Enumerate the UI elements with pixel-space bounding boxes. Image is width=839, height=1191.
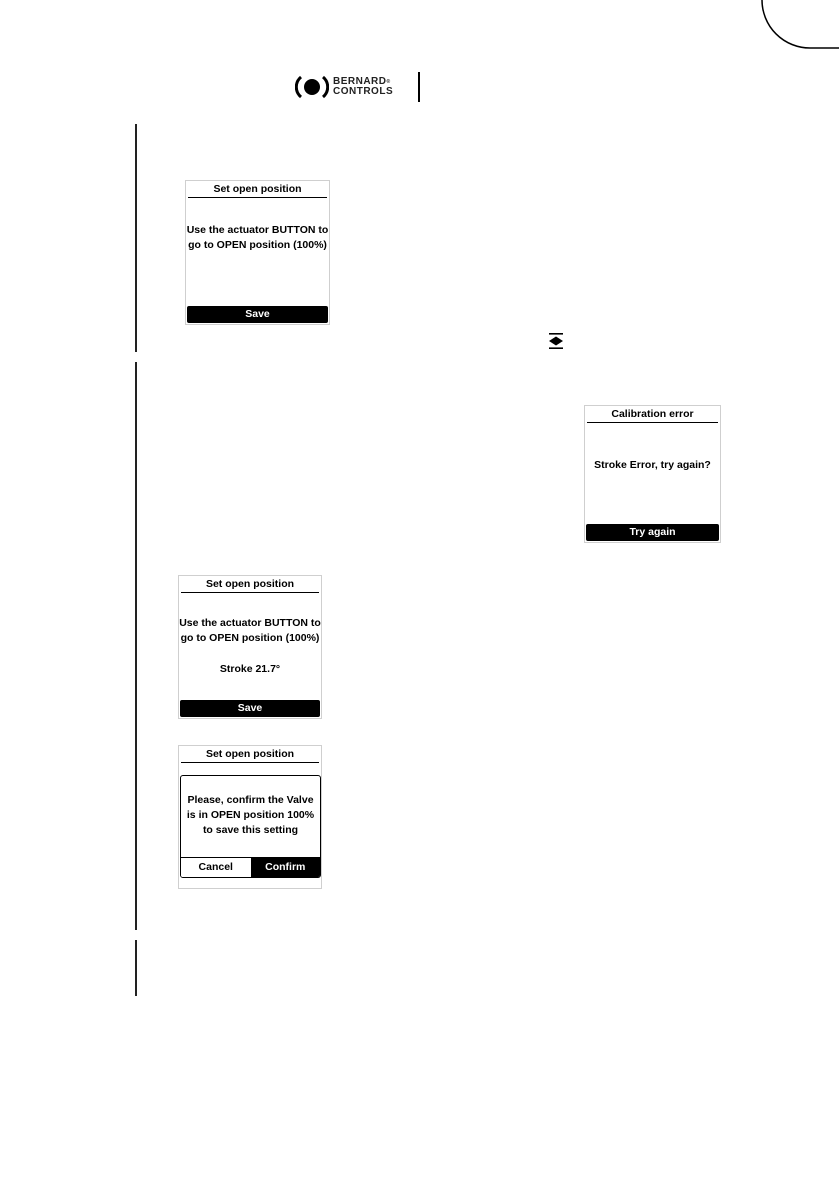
- stroke-readout: Stroke 21.7°: [219, 663, 281, 675]
- screen-message: Use the actuator BUTTON to go to OPEN position (100%): [186, 224, 329, 251]
- screen-calibration-error: [584, 405, 721, 543]
- screen-message: Use the actuator BUTTON to go to OPEN position (100%): [179, 617, 321, 644]
- cancel-button[interactable]: Cancel: [181, 858, 251, 877]
- try-again-button[interactable]: Try again: [586, 524, 719, 541]
- screen-title: Set open position: [181, 576, 319, 593]
- dialog-message: Please, confirm the Valve is in OPEN position 100% to save this setting: [186, 794, 315, 836]
- bernard-controls-logo-icon: [295, 74, 329, 100]
- screen-set-open-position-stroke: [178, 575, 322, 719]
- brand-line-2: CONTROLS: [333, 86, 394, 97]
- margin-line-3: [135, 940, 137, 996]
- save-button[interactable]: Save: [187, 306, 328, 323]
- save-button[interactable]: Save: [180, 700, 320, 717]
- header-divider: [418, 72, 420, 102]
- confirm-button[interactable]: Confirm: [251, 858, 321, 877]
- screen-set-open-position: [185, 180, 330, 325]
- brand-name: [333, 77, 393, 97]
- confirm-dialog: [180, 775, 321, 878]
- brand-logo: [295, 72, 425, 104]
- brand-line-1: BERNARD: [333, 76, 387, 87]
- screen-message: Stroke Error, try again?: [594, 459, 711, 471]
- margin-line-1: [135, 124, 137, 352]
- screen-set-open-position-confirm: [178, 745, 322, 889]
- page-corner-arc: [0, 0, 839, 60]
- margin-line-2: [135, 362, 137, 930]
- dialog-buttons: [181, 857, 320, 877]
- brand-registered-mark: ®: [386, 79, 391, 85]
- up-down-navigation-icon: [548, 333, 564, 349]
- screen-title: Set open position: [181, 746, 319, 763]
- screen-title: Calibration error: [587, 406, 718, 423]
- screen-title: Set open position: [188, 181, 327, 198]
